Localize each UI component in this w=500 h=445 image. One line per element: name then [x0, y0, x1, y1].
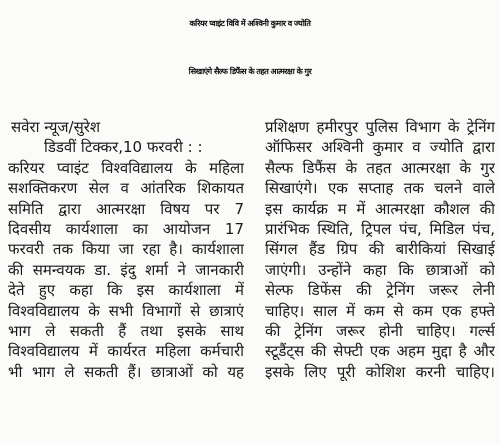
- article-line: भाग ले सकती हैं तथा इसके साथ: [8, 321, 244, 340]
- article-line: सैल्फ डिफैंस के तहत आत्मरक्षा के गुर: [265, 158, 495, 177]
- article-line: फरवरी तक किया जा रहा है। कार्यशाला: [8, 240, 244, 259]
- article-line: सिखाएंगे। एक सप्ताह तक चलने वाले: [265, 179, 495, 198]
- article-line: करियर प्वाइंट विश्वविद्यालय के महिला: [8, 158, 244, 177]
- article-line: प्रारंभिक स्थिति, ट्रिपल पंच, मिडिल पंच,: [265, 219, 495, 238]
- article-line: भी भाग ले सकती हैं। छात्राओं को यह: [8, 362, 244, 381]
- article-line: दिवसीय कार्यशाला का आयोजन 17: [8, 219, 244, 238]
- article-line: सशक्तिकरण सेल व आंतरिक शिकायत: [8, 179, 244, 198]
- article-line: स्टूडैंट्स की सेफ्टी एक अहम मुद्दा है और: [265, 342, 495, 361]
- article-line: समिति द्वारा आत्मरक्षा विषय पर 7: [8, 199, 244, 218]
- article-line: इस कार्यक्र म में आत्मरक्षा कौशल की: [265, 199, 495, 218]
- article-line: देते हुए कहा कि इस कार्यशाला में: [8, 281, 244, 300]
- article-line: सिंगल हैंड ग्रिप की बारीकियां सिखाई: [265, 240, 495, 259]
- article-column-right: [265, 117, 495, 445]
- article-line: प्रशिक्षण हमीरपुर पुलिस विभाग के ट्रेनिंग: [265, 118, 495, 136]
- article-line: की ट्रेनिंग जरूर होनी चाहिए। गर्ल्स: [265, 321, 495, 340]
- article-line: ऑफिसर अश्विनी कुमार व ज्योति द्वारा: [265, 138, 495, 157]
- headline-line-2: सिखाएंगे सैल्फ डिफैंस के तहत आत्मरक्षा के गुर: [188, 67, 312, 76]
- article-line: इसके लिए पूरी कोशिश करनी चाहिए।: [265, 362, 495, 381]
- dateline: डिडवीं टिक्कर,10 फरवरी : :: [44, 138, 203, 157]
- article-line: विश्वविद्यालय में कार्यरत महिला कर्मचारी: [8, 342, 244, 361]
- article-line: की समन्वयक डा. इंदु शर्मा ने जानकारी: [8, 260, 244, 279]
- article-line: सेल्फ डिफेंस की ट्रेनिंग जरूर लेनी: [265, 281, 495, 300]
- article-line: चाहिए। साल में कम से कम एक हफ्ते: [265, 301, 495, 320]
- headline-line-1: करियर प्वाइंट विवि में अश्विनी कुमार व ज्योति: [189, 19, 311, 28]
- byline: सवेरा न्यूज/सुरेश: [11, 118, 101, 136]
- article-column-left: [8, 117, 244, 445]
- article-line: जाएंगी। उन्होंने कहा कि छात्राओं को: [265, 260, 495, 279]
- article-line: विश्वविद्यालय के सभी विभागों से छात्राएं: [8, 301, 244, 320]
